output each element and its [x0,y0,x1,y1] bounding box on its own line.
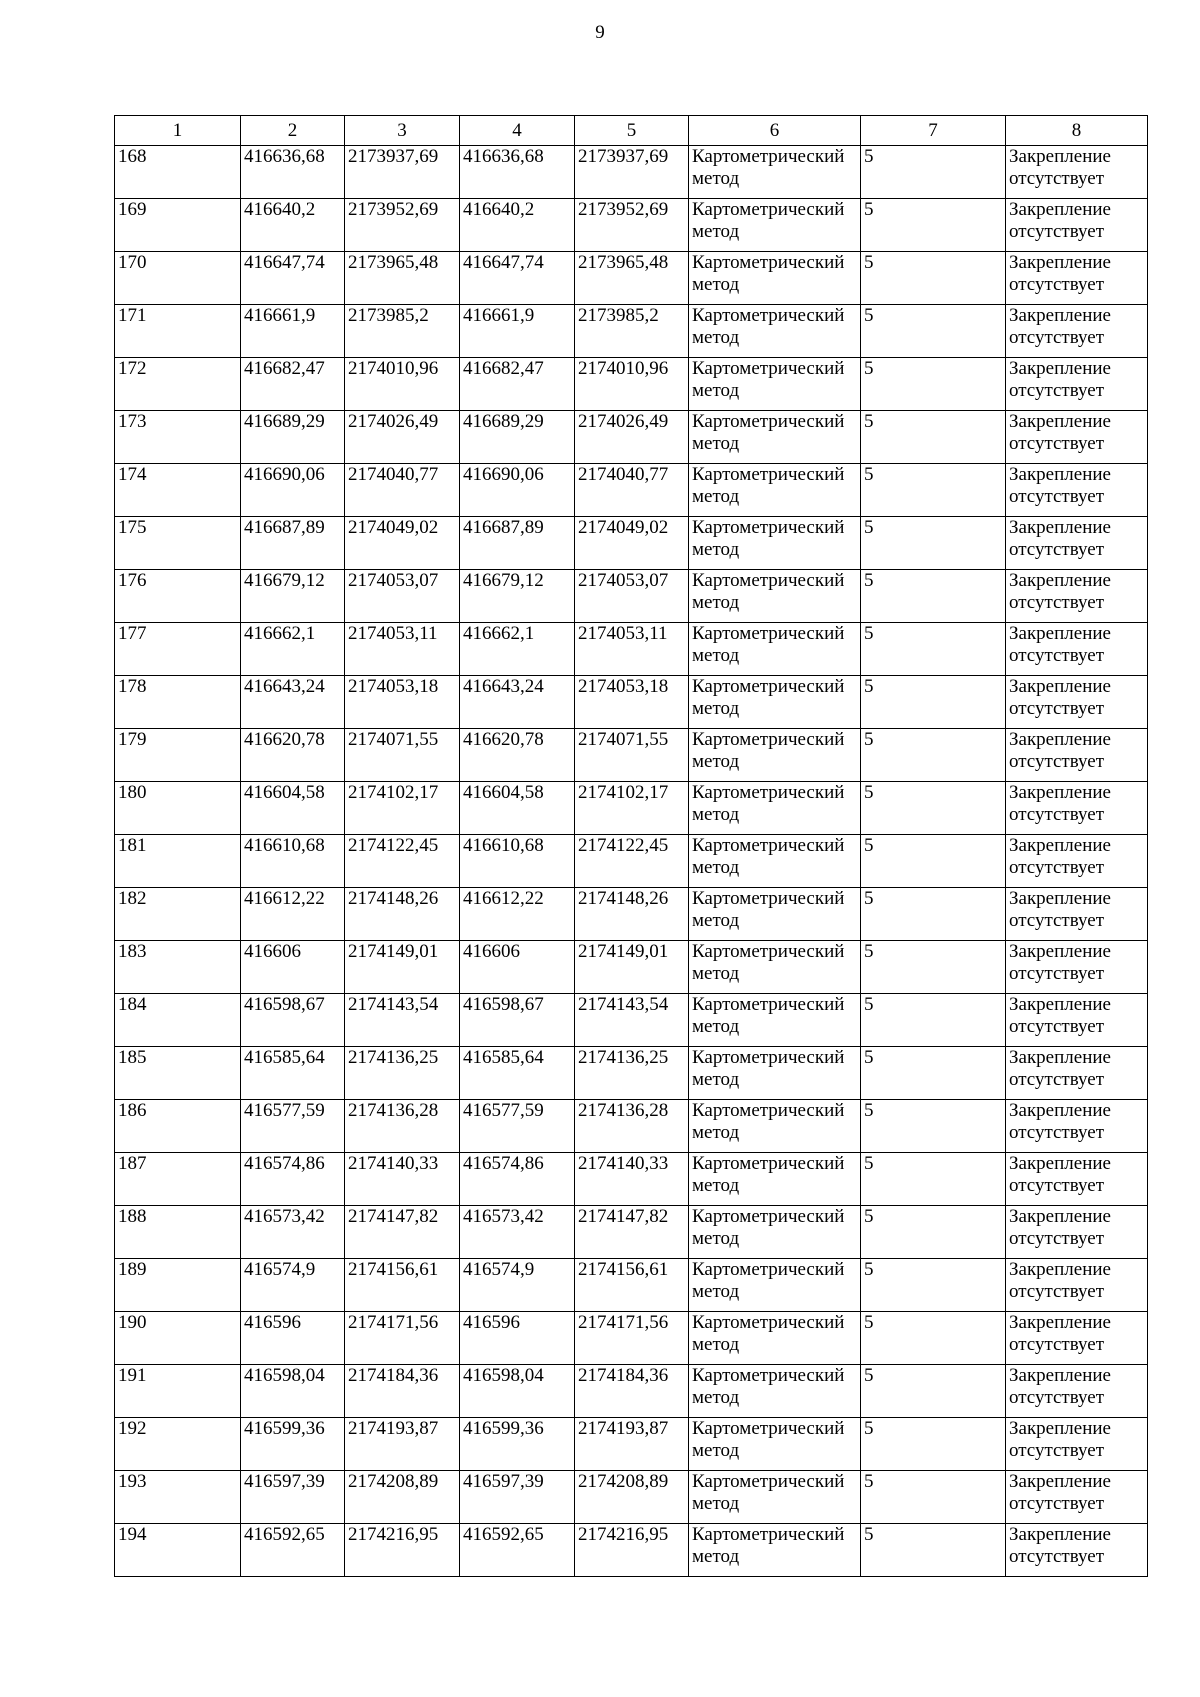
cell-accuracy: 5 [861,782,1006,835]
cell-accuracy: 5 [861,1206,1006,1259]
cell-y-existing: 2174136,28 [345,1100,460,1153]
cell-y-new: 2174071,55 [575,729,689,782]
cell-accuracy: 5 [861,1259,1006,1312]
cell-y-new: 2173965,48 [575,252,689,305]
cell-accuracy: 5 [861,252,1006,305]
cell-method: Картометрический метод [689,1206,861,1259]
cell-fixation: Закрепление отсутствует [1006,570,1148,623]
cell-method: Картометрический метод [689,252,861,305]
cell-x-existing: 416598,67 [241,994,345,1047]
cell-y-new: 2173952,69 [575,199,689,252]
coordinates-table [114,115,1148,1577]
cell-accuracy: 5 [861,623,1006,676]
cell-method: Картометрический метод [689,305,861,358]
cell-fixation: Закрепление отсутствует [1006,1524,1148,1577]
cell-method: Картометрический метод [689,1524,861,1577]
cell-fixation: Закрепление отсутствует [1006,146,1148,199]
cell-method: Картометрический метод [689,1047,861,1100]
cell-x-existing: 416662,1 [241,623,345,676]
table-row [115,1365,1148,1418]
column-header-8: 8 [1006,116,1148,146]
cell-x-new: 416599,36 [460,1418,575,1471]
cell-point-number: 183 [115,941,241,994]
cell-x-new: 416612,22 [460,888,575,941]
cell-y-existing: 2174053,18 [345,676,460,729]
cell-fixation: Закрепление отсутствует [1006,1365,1148,1418]
cell-fixation: Закрепление отсутствует [1006,729,1148,782]
cell-y-existing: 2173965,48 [345,252,460,305]
cell-y-existing: 2174040,77 [345,464,460,517]
cell-method: Картометрический метод [689,1312,861,1365]
cell-accuracy: 5 [861,1418,1006,1471]
table-row [115,199,1148,252]
cell-accuracy: 5 [861,1312,1006,1365]
table-row [115,782,1148,835]
cell-y-new: 2174149,01 [575,941,689,994]
cell-accuracy: 5 [861,199,1006,252]
table-row [115,464,1148,517]
cell-x-new: 416598,04 [460,1365,575,1418]
cell-accuracy: 5 [861,517,1006,570]
cell-y-existing: 2174053,07 [345,570,460,623]
cell-fixation: Закрепление отсутствует [1006,623,1148,676]
cell-x-new: 416596 [460,1312,575,1365]
cell-x-existing: 416577,59 [241,1100,345,1153]
table-row [115,729,1148,782]
cell-x-existing: 416682,47 [241,358,345,411]
cell-method: Картометрический метод [689,676,861,729]
cell-x-new: 416598,67 [460,994,575,1047]
column-header-1: 1 [115,116,241,146]
cell-x-existing: 416661,9 [241,305,345,358]
cell-accuracy: 5 [861,1153,1006,1206]
cell-x-existing: 416606 [241,941,345,994]
cell-method: Картометрический метод [689,994,861,1047]
cell-x-new: 416690,06 [460,464,575,517]
cell-accuracy: 5 [861,358,1006,411]
cell-accuracy: 5 [861,464,1006,517]
cell-accuracy: 5 [861,729,1006,782]
cell-y-existing: 2174026,49 [345,411,460,464]
cell-y-existing: 2174140,33 [345,1153,460,1206]
header-row [115,116,1148,146]
cell-x-existing: 416643,24 [241,676,345,729]
cell-method: Картометрический метод [689,146,861,199]
cell-y-new: 2174156,61 [575,1259,689,1312]
cell-point-number: 174 [115,464,241,517]
table-header [115,116,1148,146]
cell-point-number: 187 [115,1153,241,1206]
cell-point-number: 169 [115,199,241,252]
cell-fixation: Закрепление отсутствует [1006,464,1148,517]
cell-y-new: 2174140,33 [575,1153,689,1206]
cell-y-existing: 2173937,69 [345,146,460,199]
cell-point-number: 194 [115,1524,241,1577]
cell-method: Картометрический метод [689,623,861,676]
cell-method: Картометрический метод [689,1365,861,1418]
cell-y-new: 2174053,18 [575,676,689,729]
cell-y-new: 2174010,96 [575,358,689,411]
cell-x-new: 416636,68 [460,146,575,199]
cell-x-new: 416574,86 [460,1153,575,1206]
cell-x-new: 416679,12 [460,570,575,623]
cell-y-existing: 2174147,82 [345,1206,460,1259]
cell-x-existing: 416636,68 [241,146,345,199]
table-row [115,411,1148,464]
cell-x-existing: 416599,36 [241,1418,345,1471]
table-row [115,888,1148,941]
cell-y-new: 2174148,26 [575,888,689,941]
column-header-5: 5 [575,116,689,146]
table-row [115,1100,1148,1153]
cell-point-number: 178 [115,676,241,729]
cell-point-number: 185 [115,1047,241,1100]
cell-x-existing: 416689,29 [241,411,345,464]
cell-y-new: 2174053,07 [575,570,689,623]
cell-y-existing: 2174053,11 [345,623,460,676]
cell-accuracy: 5 [861,1100,1006,1153]
cell-point-number: 193 [115,1471,241,1524]
cell-y-existing: 2173985,2 [345,305,460,358]
cell-point-number: 181 [115,835,241,888]
table-row [115,676,1148,729]
cell-x-new: 416643,24 [460,676,575,729]
cell-y-new: 2173937,69 [575,146,689,199]
cell-x-new: 416585,64 [460,1047,575,1100]
cell-point-number: 184 [115,994,241,1047]
cell-y-new: 2174026,49 [575,411,689,464]
cell-fixation: Закрепление отсутствует [1006,1259,1148,1312]
cell-y-new: 2174171,56 [575,1312,689,1365]
cell-y-new: 2174040,77 [575,464,689,517]
cell-x-existing: 416690,06 [241,464,345,517]
cell-x-new: 416647,74 [460,252,575,305]
cell-x-existing: 416573,42 [241,1206,345,1259]
cell-fixation: Закрепление отсутствует [1006,994,1148,1047]
cell-fixation: Закрепление отсутствует [1006,1418,1148,1471]
cell-fixation: Закрепление отсутствует [1006,1312,1148,1365]
cell-x-new: 416620,78 [460,729,575,782]
cell-accuracy: 5 [861,835,1006,888]
cell-x-existing: 416604,58 [241,782,345,835]
cell-x-new: 416687,89 [460,517,575,570]
cell-fixation: Закрепление отсутствует [1006,252,1148,305]
cell-accuracy: 5 [861,941,1006,994]
cell-point-number: 170 [115,252,241,305]
cell-y-new: 2174216,95 [575,1524,689,1577]
cell-x-existing: 416647,74 [241,252,345,305]
table-row [115,1153,1148,1206]
cell-fixation: Закрепление отсутствует [1006,305,1148,358]
cell-accuracy: 5 [861,570,1006,623]
column-header-3: 3 [345,116,460,146]
cell-x-new: 416640,2 [460,199,575,252]
cell-y-new: 2174193,87 [575,1418,689,1471]
cell-method: Картометрический метод [689,1418,861,1471]
cell-y-new: 2174136,25 [575,1047,689,1100]
cell-y-existing: 2174010,96 [345,358,460,411]
cell-y-new: 2174184,36 [575,1365,689,1418]
cell-fixation: Закрепление отсутствует [1006,1206,1148,1259]
cell-method: Картометрический метод [689,1259,861,1312]
cell-fixation: Закрепление отсутствует [1006,835,1148,888]
table-row [115,835,1148,888]
cell-method: Картометрический метод [689,464,861,517]
cell-fixation: Закрепление отсутствует [1006,358,1148,411]
cell-accuracy: 5 [861,888,1006,941]
cell-method: Картометрический метод [689,1153,861,1206]
cell-fixation: Закрепление отсутствует [1006,1153,1148,1206]
table-row [115,1206,1148,1259]
cell-x-existing: 416574,86 [241,1153,345,1206]
table-row [115,941,1148,994]
cell-x-new: 416682,47 [460,358,575,411]
cell-fixation: Закрепление отсутствует [1006,1471,1148,1524]
cell-x-new: 416610,68 [460,835,575,888]
cell-x-existing: 416597,39 [241,1471,345,1524]
cell-y-existing: 2174122,45 [345,835,460,888]
cell-accuracy: 5 [861,1471,1006,1524]
cell-point-number: 190 [115,1312,241,1365]
cell-x-existing: 416574,9 [241,1259,345,1312]
cell-accuracy: 5 [861,994,1006,1047]
cell-y-existing: 2174136,25 [345,1047,460,1100]
cell-point-number: 177 [115,623,241,676]
cell-fixation: Закрепление отсутствует [1006,941,1148,994]
cell-y-existing: 2174216,95 [345,1524,460,1577]
cell-accuracy: 5 [861,1365,1006,1418]
cell-point-number: 191 [115,1365,241,1418]
cell-point-number: 192 [115,1418,241,1471]
cell-method: Картометрический метод [689,941,861,994]
cell-x-new: 416597,39 [460,1471,575,1524]
cell-method: Картометрический метод [689,835,861,888]
cell-method: Картометрический метод [689,517,861,570]
cell-accuracy: 5 [861,411,1006,464]
table-row [115,1047,1148,1100]
table-row [115,1418,1148,1471]
table-row [115,146,1148,199]
table-row [115,517,1148,570]
cell-method: Картометрический метод [689,782,861,835]
cell-x-existing: 416612,22 [241,888,345,941]
cell-point-number: 189 [115,1259,241,1312]
cell-y-new: 2174143,54 [575,994,689,1047]
cell-x-existing: 416687,89 [241,517,345,570]
table-row [115,305,1148,358]
cell-y-existing: 2174049,02 [345,517,460,570]
cell-method: Картометрический метод [689,729,861,782]
cell-x-new: 416661,9 [460,305,575,358]
cell-accuracy: 5 [861,146,1006,199]
column-header-4: 4 [460,116,575,146]
table-row [115,358,1148,411]
cell-accuracy: 5 [861,305,1006,358]
cell-x-new: 416604,58 [460,782,575,835]
cell-y-existing: 2174156,61 [345,1259,460,1312]
cell-y-existing: 2174143,54 [345,994,460,1047]
cell-x-existing: 416598,04 [241,1365,345,1418]
cell-fixation: Закрепление отсутствует [1006,782,1148,835]
cell-y-existing: 2174184,36 [345,1365,460,1418]
cell-y-new: 2174049,02 [575,517,689,570]
column-header-2: 2 [241,116,345,146]
cell-x-new: 416574,9 [460,1259,575,1312]
cell-method: Картометрический метод [689,411,861,464]
cell-point-number: 179 [115,729,241,782]
cell-point-number: 168 [115,146,241,199]
table-row [115,252,1148,305]
cell-fixation: Закрепление отсутствует [1006,517,1148,570]
table-row [115,1524,1148,1577]
cell-point-number: 176 [115,570,241,623]
cell-x-existing: 416620,78 [241,729,345,782]
cell-y-existing: 2174149,01 [345,941,460,994]
cell-y-existing: 2174071,55 [345,729,460,782]
cell-x-new: 416573,42 [460,1206,575,1259]
cell-y-new: 2174102,17 [575,782,689,835]
cell-method: Картометрический метод [689,199,861,252]
cell-y-existing: 2174102,17 [345,782,460,835]
cell-y-new: 2174208,89 [575,1471,689,1524]
table-row [115,1471,1148,1524]
cell-x-new: 416577,59 [460,1100,575,1153]
cell-fixation: Закрепление отсутствует [1006,1047,1148,1100]
cell-accuracy: 5 [861,1524,1006,1577]
cell-method: Картометрический метод [689,1471,861,1524]
cell-x-existing: 416610,68 [241,835,345,888]
cell-point-number: 173 [115,411,241,464]
cell-y-existing: 2174193,87 [345,1418,460,1471]
cell-method: Картометрический метод [689,358,861,411]
column-header-6: 6 [689,116,861,146]
cell-x-existing: 416585,64 [241,1047,345,1100]
cell-x-existing: 416679,12 [241,570,345,623]
cell-y-existing: 2174171,56 [345,1312,460,1365]
cell-point-number: 180 [115,782,241,835]
cell-y-new: 2174053,11 [575,623,689,676]
cell-y-existing: 2174208,89 [345,1471,460,1524]
cell-y-new: 2174122,45 [575,835,689,888]
cell-y-existing: 2174148,26 [345,888,460,941]
cell-method: Картометрический метод [689,888,861,941]
page-number: 9 [595,22,605,43]
cell-fixation: Закрепление отсутствует [1006,1100,1148,1153]
cell-y-new: 2173985,2 [575,305,689,358]
cell-accuracy: 5 [861,676,1006,729]
cell-point-number: 171 [115,305,241,358]
cell-point-number: 186 [115,1100,241,1153]
table-body [115,146,1148,1577]
cell-fixation: Закрепление отсутствует [1006,411,1148,464]
cell-x-existing: 416592,65 [241,1524,345,1577]
cell-x-new: 416662,1 [460,623,575,676]
cell-x-existing: 416596 [241,1312,345,1365]
cell-x-new: 416592,65 [460,1524,575,1577]
column-header-7: 7 [861,116,1006,146]
table-row [115,1259,1148,1312]
cell-fixation: Закрепление отсутствует [1006,888,1148,941]
cell-y-existing: 2173952,69 [345,199,460,252]
cell-fixation: Закрепление отсутствует [1006,676,1148,729]
cell-method: Картометрический метод [689,1100,861,1153]
cell-point-number: 172 [115,358,241,411]
cell-x-existing: 416640,2 [241,199,345,252]
table-row [115,1312,1148,1365]
table-row [115,570,1148,623]
cell-method: Картометрический метод [689,570,861,623]
table-row [115,623,1148,676]
table-row [115,994,1148,1047]
cell-point-number: 188 [115,1206,241,1259]
cell-x-new: 416689,29 [460,411,575,464]
cell-fixation: Закрепление отсутствует [1006,199,1148,252]
cell-x-new: 416606 [460,941,575,994]
cell-point-number: 175 [115,517,241,570]
cell-point-number: 182 [115,888,241,941]
cell-y-new: 2174147,82 [575,1206,689,1259]
cell-accuracy: 5 [861,1047,1006,1100]
cell-y-new: 2174136,28 [575,1100,689,1153]
